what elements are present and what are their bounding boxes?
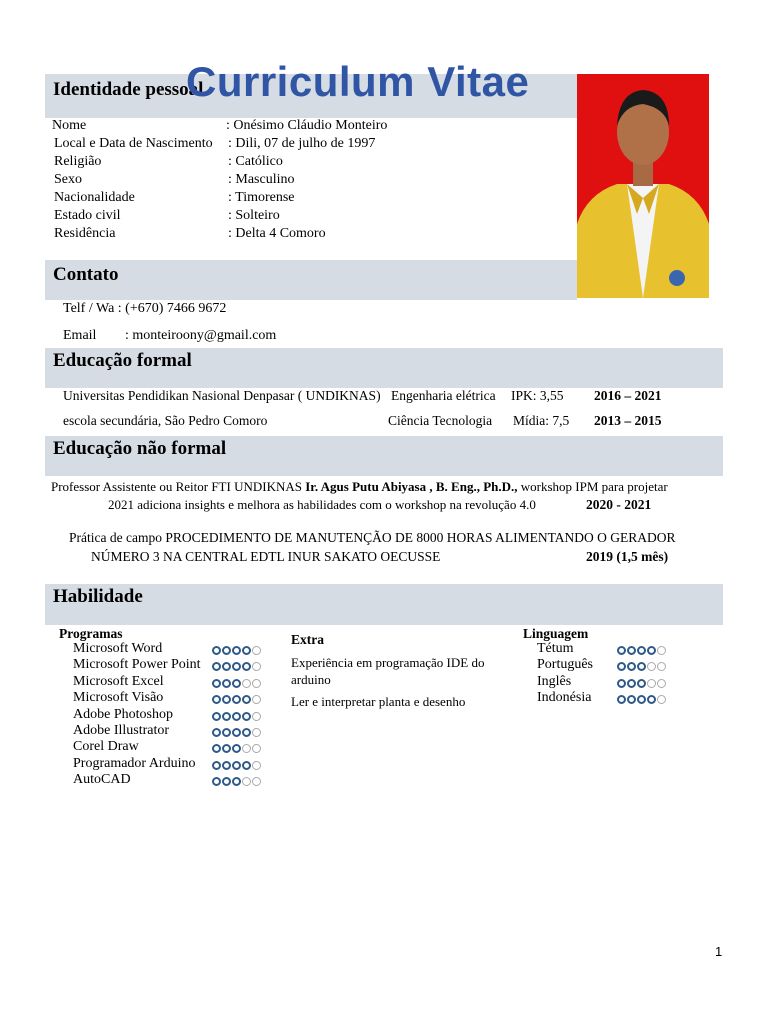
rating-empty-icon (242, 777, 251, 786)
rating-filled-icon (232, 679, 241, 688)
profile-photo (577, 74, 709, 298)
skill-name: Microsoft Excel (73, 673, 164, 689)
identity-row: Residência : Delta 4 Comoro (54, 226, 326, 241)
identity-row: Religião : Católico (54, 154, 283, 169)
skill-rating (212, 679, 261, 688)
rating-filled-icon (232, 761, 241, 770)
rating-filled-icon (627, 662, 636, 671)
rating-filled-icon (212, 679, 221, 688)
rating-empty-icon (647, 662, 656, 671)
rating-empty-icon (242, 744, 251, 753)
rating-filled-icon (617, 679, 626, 688)
extra-title: Extra (291, 632, 324, 647)
rating-empty-icon (252, 662, 261, 671)
identity-heading: Identidade pessoal (53, 79, 204, 100)
rating-filled-icon (222, 646, 231, 655)
rating-filled-icon (222, 777, 231, 786)
identity-row: Estado civil : Solteiro (54, 208, 280, 223)
skill-name: AutoCAD (73, 772, 131, 788)
rating-filled-icon (212, 712, 221, 721)
skill-rating (212, 712, 261, 721)
rating-filled-icon (222, 662, 231, 671)
rating-filled-icon (232, 777, 241, 786)
rating-filled-icon (647, 646, 656, 655)
rating-filled-icon (637, 679, 646, 688)
formal-heading: Educação formal (53, 350, 192, 371)
languages-title: Linguagem (523, 626, 589, 641)
skill-rating (212, 777, 261, 786)
skill-rating (212, 695, 261, 704)
contact-heading: Contato (53, 264, 119, 285)
contact-email: Email : monteiroony@gmail.com (63, 328, 277, 343)
rating-filled-icon (627, 679, 636, 688)
rating-filled-icon (222, 679, 231, 688)
skill-rating (212, 744, 261, 753)
person-photo-icon (577, 74, 709, 298)
nonformal-heading: Educação não formal (53, 438, 227, 459)
identity-row: Nacionalidade : Timorense (54, 190, 295, 205)
skill-name: Programador Arduino (73, 755, 196, 771)
skill-name: Corel Draw (73, 739, 139, 755)
identity-row: Sexo : Masculino (54, 172, 295, 187)
rating-empty-icon (657, 679, 666, 688)
rating-empty-icon (252, 679, 261, 688)
skill-name: Microsoft Power Point (73, 657, 201, 673)
skill-rating (212, 728, 261, 737)
skill-name: Adobe Photoshop (73, 706, 173, 722)
skill-rating (617, 662, 666, 671)
rating-filled-icon (212, 695, 221, 704)
page-title: Curriculum Vitae (186, 58, 530, 105)
skill-rating (617, 695, 666, 704)
nonformal-band (45, 436, 723, 476)
rating-filled-icon (232, 646, 241, 655)
skill-rating (212, 646, 261, 655)
contact-phone: Telf / Wa : (+670) 7466 9672 (63, 301, 227, 316)
rating-filled-icon (212, 744, 221, 753)
rating-filled-icon (242, 712, 251, 721)
rating-filled-icon (222, 728, 231, 737)
rating-empty-icon (657, 695, 666, 704)
rating-filled-icon (222, 695, 231, 704)
identity-row: Local e Data de Nascimento : Dili, 07 de julho de 1997 (54, 136, 376, 151)
rating-filled-icon (212, 646, 221, 655)
rating-filled-icon (637, 662, 646, 671)
page-number: 1 (715, 944, 723, 959)
rating-empty-icon (252, 712, 261, 721)
rating-empty-icon (252, 695, 261, 704)
rating-filled-icon (232, 712, 241, 721)
rating-filled-icon (617, 662, 626, 671)
rating-filled-icon (222, 744, 231, 753)
rating-filled-icon (627, 646, 636, 655)
rating-filled-icon (637, 695, 646, 704)
rating-filled-icon (212, 761, 221, 770)
skill-name: Português (537, 657, 593, 673)
rating-empty-icon (252, 777, 261, 786)
skill-name: Tétum (537, 641, 574, 656)
rating-filled-icon (617, 646, 626, 655)
rating-filled-icon (212, 728, 221, 737)
skill-rating (617, 679, 666, 688)
skill-rating (212, 761, 261, 770)
rating-empty-icon (252, 646, 261, 655)
extra-item: Ler e interpretar planta e desenho (291, 694, 466, 709)
skills-heading: Habilidade (53, 586, 143, 607)
skill-name: Microsoft Word (73, 641, 163, 656)
formal-band (45, 348, 723, 388)
skill-rating (617, 646, 666, 655)
rating-filled-icon (242, 662, 251, 671)
identity-row: Nome : Onésimo Cláudio Monteiro (52, 118, 388, 133)
rating-filled-icon (212, 662, 221, 671)
rating-filled-icon (222, 712, 231, 721)
skill-name: Inglês (537, 673, 572, 689)
rating-filled-icon (242, 728, 251, 737)
rating-empty-icon (657, 646, 666, 655)
rating-filled-icon (637, 646, 646, 655)
rating-filled-icon (242, 646, 251, 655)
rating-empty-icon (252, 761, 261, 770)
programs-title: Programas (59, 626, 123, 641)
skill-name: Adobe Illustrator (73, 723, 170, 738)
rating-empty-icon (657, 662, 666, 671)
rating-filled-icon (232, 728, 241, 737)
skills-band (45, 584, 723, 625)
skill-name: Microsoft Visão (73, 690, 164, 706)
rating-filled-icon (232, 662, 241, 671)
skill-name: Indonésia (537, 690, 592, 706)
rating-filled-icon (617, 695, 626, 704)
rating-empty-icon (252, 744, 261, 753)
extra-item: Experiência em programação IDE do (291, 655, 485, 670)
rating-filled-icon (232, 695, 241, 704)
rating-empty-icon (242, 679, 251, 688)
rating-empty-icon (647, 679, 656, 688)
extra-item: arduino (291, 672, 331, 687)
rating-filled-icon (242, 695, 251, 704)
rating-filled-icon (242, 761, 251, 770)
contact-band (45, 260, 577, 300)
rating-filled-icon (212, 777, 221, 786)
rating-filled-icon (627, 695, 636, 704)
rating-empty-icon (252, 728, 261, 737)
rating-filled-icon (647, 695, 656, 704)
rating-filled-icon (222, 761, 231, 770)
rating-filled-icon (232, 744, 241, 753)
skill-rating (212, 662, 261, 671)
